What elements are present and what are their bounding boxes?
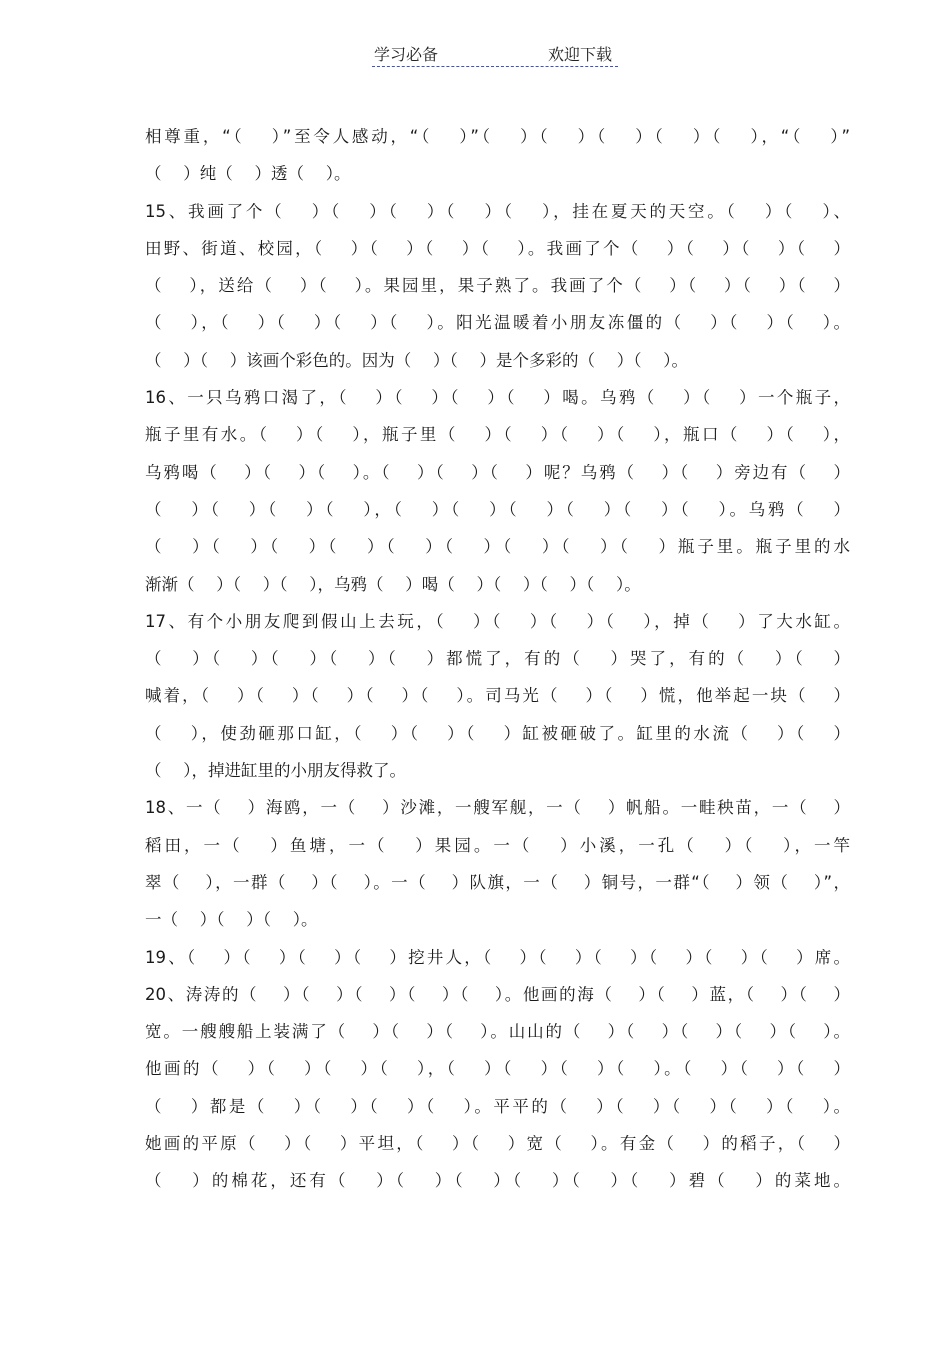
text-line: 喊着，（ ）（ ）（ ）（ ）（ ）。司马光（ ）（ ）慌，他举起一块（ ） (145, 686, 850, 706)
text-line: （ ），掉进缸里的小朋友得救了。 (145, 761, 406, 781)
text-line: 瓶子里有水。（ ）（ ），瓶子里（ ）（ ）（ ）（ ），瓶口（ ）（ ）， (145, 425, 850, 445)
text-line: 15、我画了个（ ）（ ）（ ）（ ）（ ），挂在夏天的天空。（ ）（ ）、 (145, 201, 850, 221)
text-line: （ ）纯（ ）透（ ）。 (145, 164, 351, 184)
text-line: 稻田，一（ ）鱼塘，一（ ）果园。一（ ）小溪，一孔（ ）（ ），一竿 (145, 835, 850, 855)
header-left-text: 学习必备 (374, 45, 439, 64)
text-line: （ ）（ ）（ ）（ ）（ ）（ ）（ ）（ ）（ ）瓶子里。瓶子里的水 (145, 537, 850, 557)
header-right-text: 欢迎下载 (547, 45, 612, 64)
text-line: 乌鸦喝（ ）（ ）（ ）。（ ）（ ）（ ）呢？乌鸦（ ）（ ）旁边有（ ） (145, 462, 850, 482)
text-line: 一（ ）（ ）（ ）。 (145, 910, 318, 930)
text-line: 17、有个小朋友爬到假山上去玩，（ ）（ ）（ ）（ ），掉（ ）了大水缸。 (145, 611, 850, 631)
text-line: （ ）（ ）（ ）（ ），（ ）（ ）（ ）（ ）（ ）（ ）。乌鸦（ ） (145, 499, 850, 519)
page-header (372, 40, 618, 67)
text-line: （ ）（ ）（ ）（ ）（ ）都慌了，有的（ ）哭了，有的（ ）（ ） (145, 649, 850, 669)
text-line: 20、涛涛的（ ）（ ）（ ）（ ）（ ）。他画的海（ ）（ ）蓝，（ ）（ ） (145, 984, 850, 1004)
text-line: 18、一（ ）海鸥，一（ ）沙滩，一艘军舰，一（ ）帆船。一畦秧苗，一（ ） (145, 798, 850, 818)
worksheet-body (145, 118, 850, 1200)
text-line: 宽。一艘艘船上装满了（ ）（ ）（ ）。山山的（ ）（ ）（ ）（ ）（ ）。 (145, 1022, 850, 1042)
text-line: 他画的（ ）（ ）（ ）（ ），（ ）（ ）（ ）（ ）。（ ）（ ）（ ） (145, 1059, 850, 1079)
text-line: 田野、街道、校园，（ ）（ ）（ ）（ ）。我画了个（ ）（ ）（ ）（ ） (145, 238, 850, 258)
text-line: （ ），使劲砸那口缸，（ ）（ ）（ ）缸被砸破了。缸里的水流（ ）（ ） (145, 723, 850, 743)
text-line: （ ）都是（ ）（ ）（ ）（ ）。平平的（ ）（ ）（ ）（ ）（ ）。 (145, 1096, 850, 1116)
text-line: （ ）的棉花，还有（ ）（ ）（ ）（ ）（ ）（ ）碧（ ）的菜地。 (145, 1171, 850, 1191)
text-line: 16、一只乌鸦口渴了，（ ）（ ）（ ）（ ）喝。乌鸦（ ）（ ）一个瓶子， (145, 388, 850, 408)
text-line: 渐渐（ ）（ ）（ ），乌鸦（ ）喝（ ）（ ）（ ）（ ）。 (145, 574, 641, 594)
text-line: 相尊重，“（ ）”至令人感动，“（ ）”（ ）（ ）（ ）（ ）（ ），“（ ）” (145, 127, 850, 146)
text-line: 翠（ ），一群（ ）（ ）。一（ ）队旗，一（ ）铜号，一群“（ ）领（ ）”， (145, 872, 850, 892)
text-line: （ ），送给（ ）（ ）。果园里，果子熟了。我画了个（ ）（ ）（ ）（ ） (145, 276, 850, 296)
text-line: （ ），（ ）（ ）（ ）（ ）。阳光温暖着小朋友冻僵的（ ）（ ）（ ）。 (145, 313, 850, 333)
text-line: （ ）（ ）该画个彩色的。因为（ ）（ ）是个多彩的（ ）（ ）。 (145, 350, 688, 370)
text-line: 19、（ ）（ ）（ ）（ ）挖井人，（ ）（ ）（ ）（ ）（ ）（ ）席。 (145, 947, 850, 967)
text-line: 她画的平原（ ）（ ）平坦，（ ）（ ）宽（ ）。有金（ ）的稻子，（ ） (145, 1134, 850, 1154)
